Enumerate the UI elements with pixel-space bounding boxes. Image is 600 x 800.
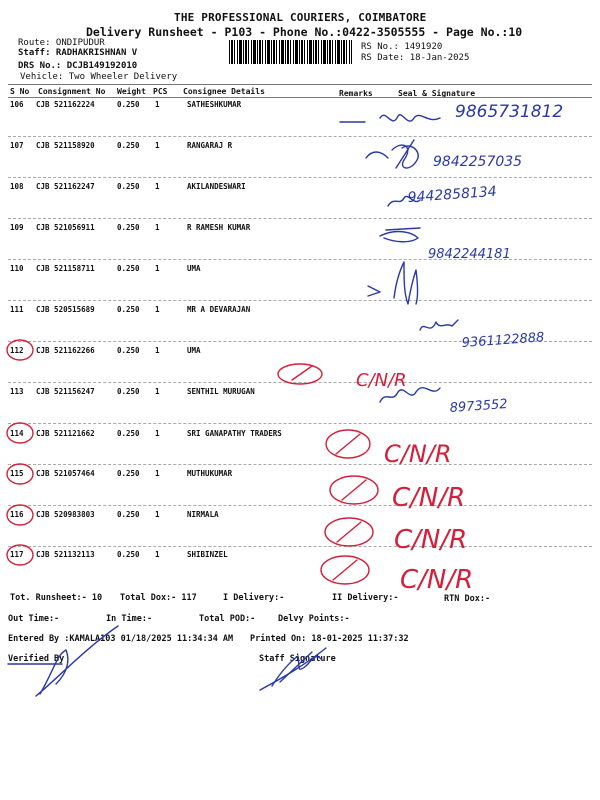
runsheet-subtitle: Delivery Runsheet - P103 - Phone No.:0422-3505555 - Page No.:10 [86,25,523,39]
signature-scribble [380,232,418,242]
sno-circle [7,464,33,484]
row-pcs: 1 [155,182,160,191]
handwritten-phone: 9842244181 [428,247,511,262]
signature-scribble [380,115,440,121]
sno-circle [7,545,33,565]
rs-date: RS Date: 18-Jan-2025 [361,53,470,63]
signature-scribble [394,262,418,304]
row-consignee: AKILANDESWARI [187,182,246,191]
signature-scribble [420,320,458,330]
row-consignment-no: CJB 521162247 [36,182,95,191]
row-sno: 111 [10,305,24,314]
row-sno: 115 [10,469,24,478]
signature-scribble [366,152,388,158]
row-consignment-no: CJB 521156247 [36,387,95,396]
signature-scribble [368,286,380,296]
sno-circle [7,340,33,360]
in-time: In Time:- [106,614,153,624]
row-consignment-no: CJB 520983803 [36,510,95,519]
remark-circle [342,480,366,500]
row-weight: 0.250 [117,141,140,150]
row-consignee: UMA [187,264,201,273]
handwritten-phone: 9842257035 [433,154,523,170]
row-weight: 0.250 [117,223,140,232]
row-consignment-no: CJB 521162266 [36,346,95,355]
row-weight: 0.250 [117,469,140,478]
col-header-sno: S No [10,87,30,96]
row-weight: 0.250 [117,346,140,355]
row-weight: 0.250 [117,305,140,314]
row-consignment-no: CJB 521162224 [36,100,95,109]
handwritten-phone: 9361122888 [461,330,545,351]
row-pcs: 1 [155,305,160,314]
handwritten-phone: 9865731812 [455,102,564,122]
row-consignee: NIRMALA [187,510,219,519]
row-pcs: 1 [155,223,160,232]
remark-circle [333,560,357,580]
row-weight: 0.250 [117,100,140,109]
row-weight: 0.250 [117,182,140,191]
rs-number: RS No.: 1491920 [361,42,443,52]
row-consignment-no: CJB 520515689 [36,305,95,314]
remark-circle [292,366,312,380]
printed-on: Printed On: 18-01-2025 11:37:32 [250,634,409,644]
vehicle-label: Vehicle: Two Wheeler Delivery [20,72,178,82]
row-sno: 106 [10,100,24,109]
row-consignee: R RAMESH KUMAR [187,223,251,232]
row-pcs: 1 [155,387,160,396]
row-weight: 0.250 [117,550,140,559]
signature-scribble [386,228,420,230]
row-sno: 110 [10,264,24,273]
signature-scribble [272,656,322,686]
row-pcs: 1 [155,429,160,438]
rtn-dox: RTN Dox:- [444,594,491,604]
tot-runsheet: Tot. Runsheet:- 10 [10,593,103,603]
signature-scribble [36,626,118,696]
entered-by: Entered By :KAMALA103 01/18/2025 11:34:34 AM [8,634,234,644]
signature-scribble [396,140,414,168]
row-consignee: MR A DEVARAJAN [187,305,251,314]
route-label: Route: ONDIPUDUR [18,38,105,48]
staff-signature-label: Staff Signature [259,654,336,664]
row-pcs: 1 [155,346,160,355]
staff-label: Staff: RADHAKRISHNAN V [18,48,138,58]
row-sno: 113 [10,387,24,396]
col-header-consignee: Consignee Details [183,87,265,96]
row-weight: 0.250 [117,510,140,519]
row-pcs: 1 [155,100,160,109]
drs-number: DRS No.: DCJB149192010 [18,61,138,71]
remark-circle [336,434,360,454]
row-sno: 117 [10,550,24,559]
row-pcs: 1 [155,510,160,519]
delvy-points: Delvy Points:- [278,614,350,624]
signature-scribble [392,145,418,168]
row-sno: 108 [10,182,24,191]
handwritten-phone: 8973552 [449,396,509,416]
row-consignee: SENTHIL MURUGAN [187,387,255,396]
row-consignment-no: CJB 521158920 [36,141,95,150]
row-pcs: 1 [155,469,160,478]
total-pod: Total POD:- [199,614,256,624]
row-weight: 0.250 [117,387,140,396]
row-consignment-no: CJB 521056911 [36,223,95,232]
col-header-weight: Weight [117,87,146,96]
handwritten-phone: 9442858134 [407,183,498,206]
row-sno: 116 [10,510,24,519]
row-pcs: 1 [155,550,160,559]
signature-scribble [280,652,312,682]
row-consignment-no: CJB 521121662 [36,429,95,438]
row-pcs: 1 [155,264,160,273]
verified-by-label: Verified By [8,654,65,664]
total-dox: Total Dox:- 117 [120,593,197,603]
handwritten-cnr: C/N/R [384,440,452,468]
row-consignee: RANGARAJ R [187,141,233,150]
row-consignment-no: CJB 521132113 [36,550,95,559]
handwritten-cnr: C/N/R [392,483,466,513]
handwritten-cnr: C/N/R [394,525,468,555]
i-delivery: I Delivery:- [223,593,285,603]
row-consignee: MUTHUKUMAR [187,469,233,478]
row-consignee: SHIBINZEL [187,550,228,559]
col-header-pcs: PCS [153,87,168,96]
row-consignment-no: CJB 521158711 [36,264,95,273]
row-sno: 107 [10,141,24,150]
out-time: Out Time:- [8,614,60,624]
sno-circle [7,423,33,443]
company-title: THE PROFESSIONAL COURIERS, COIMBATORE [174,11,427,24]
row-consignment-no: CJB 521057464 [36,469,95,478]
col-header-consignment: Consignment No [38,87,106,96]
col-header-remarks: Remarks [339,89,373,98]
col-header-seal: Seal & Signature [398,89,476,98]
handwritten-cnr: C/N/R [356,370,407,391]
row-consignee: SRI GANAPATHY TRADERS [187,429,282,438]
remark-circle [337,522,361,542]
row-consignee: SATHESHKUMAR [187,100,242,109]
row-weight: 0.250 [117,264,140,273]
row-sno: 114 [10,429,24,438]
sno-circle [7,505,33,525]
row-pcs: 1 [155,141,160,150]
row-sno: 112 [10,346,24,355]
row-consignee: UMA [187,346,201,355]
row-sno: 109 [10,223,24,232]
row-weight: 0.250 [117,429,140,438]
handwritten-cnr: C/N/R [400,565,474,595]
ii-delivery: II Delivery:- [332,593,399,603]
